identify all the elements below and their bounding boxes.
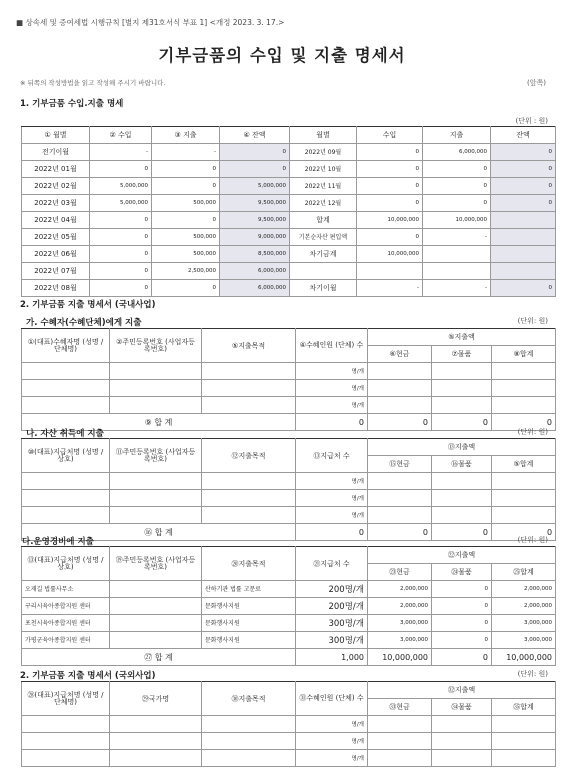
col-header: 월별 <box>290 127 357 144</box>
table-cell <box>423 263 491 280</box>
table-cell: 0 <box>491 178 556 195</box>
table-cell: 문화행사지원 <box>202 615 296 632</box>
table-cell: - <box>90 144 152 161</box>
table-cell: 5,000,000 <box>220 178 290 195</box>
table-cell <box>110 615 202 632</box>
col-header: ㉓현금 <box>368 564 432 581</box>
section2-title: 2. 기부금품 지출 명세서 (국내사업) <box>20 300 156 310</box>
table-row <box>22 263 556 280</box>
table-row <box>22 246 556 263</box>
table-cell: 0 <box>491 161 556 178</box>
col-header: ⑫지출목적 <box>202 439 296 473</box>
table-cell <box>491 263 556 280</box>
table-cell: 합계 <box>290 212 357 229</box>
table-cell: 2022년 05월 <box>22 229 90 246</box>
table-row <box>22 581 556 598</box>
table-cell: 0 <box>491 144 556 161</box>
col-header: ⑧합계 <box>492 346 556 363</box>
table-cell: 0 <box>491 195 556 212</box>
col-header: ⑩(대표)지급처명 (성명 / 상호) <box>22 439 110 473</box>
unit-cell: 명/개 <box>296 716 368 733</box>
table-cell: 5,000,000 <box>90 178 152 195</box>
income-expense-table <box>21 126 556 297</box>
total-value: 10,000,000 <box>368 649 432 666</box>
col-header: ⑪주민등록번호 (사업자등록번호) <box>110 439 202 473</box>
table-cell: 0 <box>90 229 152 246</box>
table-cell <box>110 598 202 615</box>
table-cell: 300명/개 <box>296 632 368 649</box>
col-header: ⑬지급처 수 <box>296 439 368 473</box>
table-cell: 0 <box>357 178 423 195</box>
col-header: 수입 <box>357 127 423 144</box>
table-cell: 0 <box>423 195 491 212</box>
col-header: ② 수입 <box>90 127 152 144</box>
table-cell: 기본순자산 편입액 <box>290 229 357 246</box>
col-header: ④ 잔액 <box>220 127 290 144</box>
table-cell: 500,000 <box>152 195 220 212</box>
table-cell: 2022년 02월 <box>22 178 90 195</box>
table-cell: 9,000,000 <box>220 229 290 246</box>
table-cell: 0 <box>220 161 290 178</box>
section1-title: 1. 기부금품 수입.지출 명세 <box>20 99 124 109</box>
table-cell: 2022년 11월 <box>290 178 357 195</box>
table-cell: 300명/개 <box>296 615 368 632</box>
table-cell: 2022년 08월 <box>22 280 90 297</box>
table-cell: 2,000,000 <box>492 581 556 598</box>
col-header: ㉜지출액 <box>368 682 556 699</box>
col-header: 잔액 <box>491 127 556 144</box>
unit-cell: 명/개 <box>296 507 368 524</box>
total-value: 0 <box>368 524 432 541</box>
unit-cell: 명/개 <box>296 363 368 380</box>
table-cell: 2022년 03월 <box>22 195 90 212</box>
col-header: ④수혜인원 (단체) 수 <box>296 329 368 363</box>
table-cell: 2,000,000 <box>492 598 556 615</box>
table-cell: 2022년 12월 <box>290 195 357 212</box>
table-row <box>22 161 556 178</box>
col-header: ㉕합계 <box>492 564 556 581</box>
col-header: ㉚지출목적 <box>202 682 296 716</box>
unit-cell: 명/개 <box>296 733 368 750</box>
col-header: ㉙국가명 <box>110 682 202 716</box>
table-cell: 2022년 10월 <box>290 161 357 178</box>
col-header: ㉝현금 <box>368 699 432 716</box>
table-cell: 0 <box>357 144 423 161</box>
table-cell: 0 <box>90 212 152 229</box>
col-header: ⑤지출목적 <box>202 329 296 363</box>
table-cell: 0 <box>90 161 152 178</box>
col-header: ① 월별 <box>22 127 90 144</box>
col-header: ㉟합계 <box>492 699 556 716</box>
table-row <box>22 178 556 195</box>
form-header: ■ 상속세 및 증여세법 시행규칙 [별지 제31호서식 부표 1] <개정 2023. 3. 17.> <box>16 18 285 27</box>
table-cell: 0 <box>357 161 423 178</box>
section2b-title: 나. 자산 취득에 지출 <box>26 429 104 439</box>
table-row <box>22 397 556 414</box>
section1-unit: (단위 : 원) <box>515 117 548 125</box>
total-value: 0 <box>432 649 492 666</box>
table-cell: 5,000,000 <box>90 195 152 212</box>
table-cell: 2022년 04월 <box>22 212 90 229</box>
table-row <box>22 144 556 161</box>
table-cell: 10,000,000 <box>357 246 423 263</box>
table-cell: 10,000,000 <box>357 212 423 229</box>
table-cell <box>491 229 556 246</box>
total-value: 0 <box>432 524 492 541</box>
col-header: ⑬지출액 <box>368 439 556 456</box>
table-cell: 3,000,000 <box>368 632 432 649</box>
unit-cell: 명/개 <box>296 490 368 507</box>
table-cell: 0 <box>152 161 220 178</box>
table-row <box>22 229 556 246</box>
unit-cell: 명/개 <box>296 750 368 767</box>
table-cell: 0 <box>432 581 492 598</box>
total-value: 0 <box>432 414 492 431</box>
table-row <box>22 598 556 615</box>
total-label: ⑯ 합 계 <box>22 524 296 541</box>
table-cell: 2,000,000 <box>368 581 432 598</box>
table-header-row <box>22 127 556 144</box>
unit-cell: 명/개 <box>296 380 368 397</box>
col-header: ①(대표)수혜자명 (성명 / 단체명) <box>22 329 110 363</box>
table-cell: 6,000,000 <box>423 144 491 161</box>
table-cell: 오재길 법률사무소 <box>22 581 110 598</box>
table-cell: 0 <box>432 598 492 615</box>
table-cell: 구리시육아종합지원 센터 <box>22 598 110 615</box>
table-cell: - <box>152 144 220 161</box>
col-header: ⑤지출액 <box>368 329 556 346</box>
asset-acquisition-table <box>21 438 556 541</box>
col-header: ㉔물품 <box>432 564 492 581</box>
table-row <box>22 195 556 212</box>
table-cell: 0 <box>152 212 220 229</box>
table-cell: 2022년 07월 <box>22 263 90 280</box>
table-cell <box>290 263 357 280</box>
col-header: ㉑지급처 수 <box>296 547 368 581</box>
table-cell: 3,000,000 <box>492 615 556 632</box>
table-cell: 0 <box>357 229 423 246</box>
col-header: 지출 <box>423 127 491 144</box>
table-cell: 0 <box>220 144 290 161</box>
total-row <box>22 649 556 666</box>
table-cell: - <box>423 229 491 246</box>
table-cell <box>110 581 202 598</box>
table-cell: 차기이월 <box>290 280 357 297</box>
section2a-unit: (단위: 원) <box>517 317 548 325</box>
table-row <box>22 212 556 229</box>
overseas-expense-table <box>21 681 556 767</box>
total-value: 10,000,000 <box>492 649 556 666</box>
col-header: ⑥현금 <box>368 346 432 363</box>
table-cell <box>423 246 491 263</box>
table-cell: 0 <box>90 263 152 280</box>
col-header: ⑲주민등록번호 (사업자등록번호) <box>110 547 202 581</box>
table-cell: 0 <box>357 195 423 212</box>
table-cell: 6,000,000 <box>220 280 290 297</box>
table-cell: 2022년 09월 <box>290 144 357 161</box>
table-cell: 500,000 <box>152 246 220 263</box>
table-cell: 6,000,000 <box>220 263 290 280</box>
unit-cell: 명/개 <box>296 473 368 490</box>
table-cell: 500,000 <box>152 229 220 246</box>
table-row <box>22 380 556 397</box>
table-cell: 3,000,000 <box>368 615 432 632</box>
section3-title: 2. 기부금품 지출 명세서 (국외사업) <box>20 671 156 681</box>
total-value: 0 <box>368 414 432 431</box>
table-cell <box>110 632 202 649</box>
table-row <box>22 716 556 733</box>
unit-cell: 명/개 <box>296 397 368 414</box>
col-header: ㉞물품 <box>432 699 492 716</box>
col-header: ⑮현금 <box>368 456 432 473</box>
total-value: 1,000 <box>296 649 368 666</box>
table-row <box>22 632 556 649</box>
table-cell <box>491 212 556 229</box>
total-label: ⑨ 합 계 <box>22 414 296 431</box>
table-cell <box>357 263 423 280</box>
table-cell: 0 <box>423 178 491 195</box>
section3-unit: (단위: 원) <box>517 670 548 678</box>
col-header: ③ 지출 <box>152 127 220 144</box>
col-header: ⑦물품 <box>432 346 492 363</box>
table-cell: 200명/개 <box>296 581 368 598</box>
table-cell: 0 <box>90 280 152 297</box>
table-row <box>22 615 556 632</box>
table-cell: 2,500,000 <box>152 263 220 280</box>
col-header: ㉛수혜인원 (단체) 수 <box>296 682 368 716</box>
table-cell: 0 <box>423 161 491 178</box>
total-value: 0 <box>296 524 368 541</box>
table-cell: 0 <box>152 178 220 195</box>
table-cell: 200명/개 <box>296 598 368 615</box>
table-cell <box>491 246 556 263</box>
operating-expense-table <box>21 546 556 666</box>
col-header: ⑬(대표)지급처명 (성명 / 상호) <box>22 547 110 581</box>
table-cell: 문화행사지원 <box>202 632 296 649</box>
col-header: ⑳지출목적 <box>202 547 296 581</box>
table-row <box>22 733 556 750</box>
section2c-title: 다.운영경비에 지출 <box>22 537 94 547</box>
domestic-recipient-table <box>21 328 556 431</box>
table-cell: 0 <box>432 632 492 649</box>
page-title: 기부금품의 수입 및 지출 명세서 <box>158 46 406 65</box>
total-value: 0 <box>296 414 368 431</box>
section2c-unit: (단위: 원) <box>517 536 548 544</box>
page-side: (앞쪽) <box>527 79 546 87</box>
section2b-unit: (단위: 원) <box>517 428 548 436</box>
table-cell: 0 <box>491 280 556 297</box>
table-cell: 8,500,000 <box>220 246 290 263</box>
table-cell: 2,000,000 <box>368 598 432 615</box>
col-header: ②주민등록번호 (사업자등록번호) <box>110 329 202 363</box>
table-cell: 포천시육아종합지원 센터 <box>22 615 110 632</box>
total-value: 0 <box>492 524 556 541</box>
col-header: ⑤합계 <box>492 456 556 473</box>
table-row <box>22 490 556 507</box>
table-cell: 3,000,000 <box>492 632 556 649</box>
table-cell: 0 <box>152 280 220 297</box>
section2a-title: 가. 수혜자(수혜단체)에게 지출 <box>26 318 142 328</box>
table-cell: 문화행사지원 <box>202 598 296 615</box>
instruction-note: ※ 뒤쪽의 작성방법을 읽고 작성해 주시기 바랍니다. <box>20 79 166 87</box>
table-row <box>22 750 556 767</box>
col-header: ⑯물품 <box>432 456 492 473</box>
table-cell: 10,000,000 <box>423 212 491 229</box>
total-row <box>22 524 556 541</box>
table-cell: 9,500,000 <box>220 195 290 212</box>
table-cell: 차기금계 <box>290 246 357 263</box>
table-row <box>22 363 556 380</box>
table-cell: 0 <box>90 246 152 263</box>
table-cell: 0 <box>432 615 492 632</box>
total-label: ㉗ 합 계 <box>22 649 296 666</box>
col-header: ㉘(대표)지급처명 (성명 / 단체명) <box>22 682 110 716</box>
table-row <box>22 507 556 524</box>
col-header: ㉒지출액 <box>368 547 556 564</box>
total-value: 0 <box>492 414 556 431</box>
table-cell: - <box>423 280 491 297</box>
table-cell: 전기이월 <box>22 144 90 161</box>
table-cell: 가평군육아종합지원 센터 <box>22 632 110 649</box>
table-cell: 2022년 01월 <box>22 161 90 178</box>
table-cell: - <box>357 280 423 297</box>
table-row <box>22 473 556 490</box>
table-cell: 2022년 06월 <box>22 246 90 263</box>
table-cell: 산하기관 법률 고문료 <box>202 581 296 598</box>
table-row <box>22 280 556 297</box>
table-cell: 9,500,000 <box>220 212 290 229</box>
